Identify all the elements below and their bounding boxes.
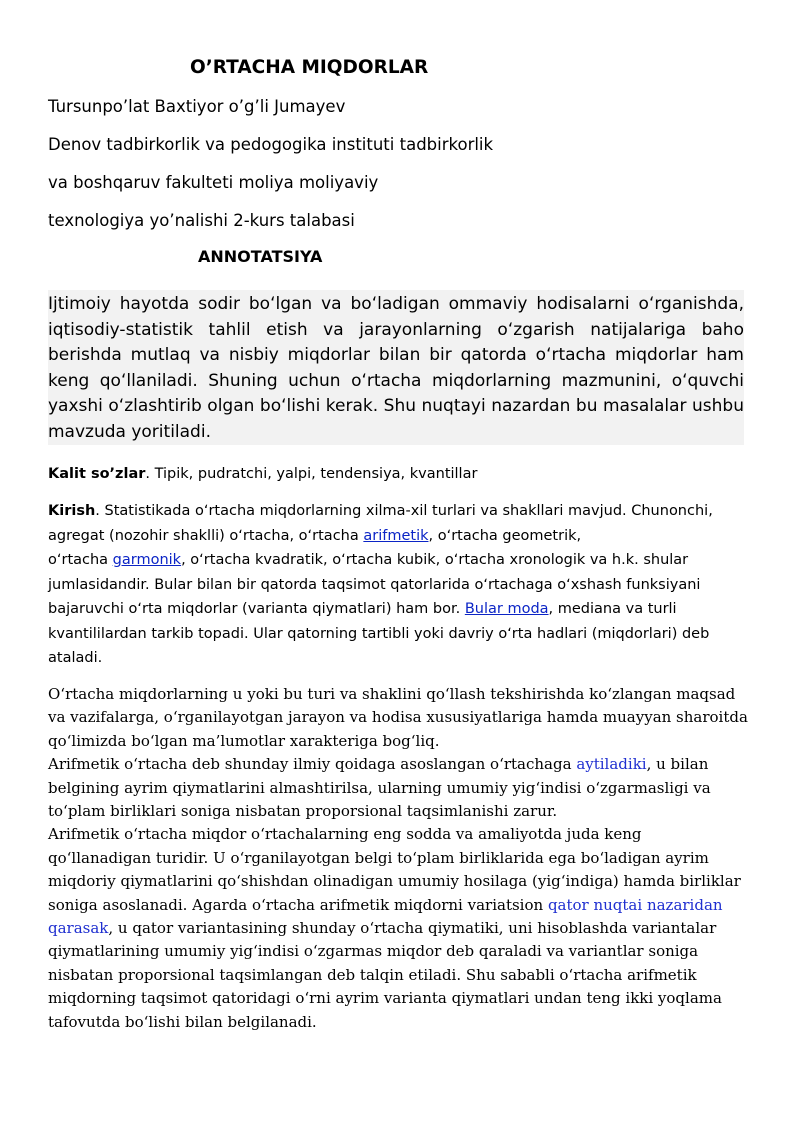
intro-text: . Statistikada oʻrtacha miqdorlarning xilma-xil turlari va shakllari mavjud. Chunonchi, <box>95 503 713 519</box>
intro-line <box>48 597 744 622</box>
body-line: toʻplam birliklari soniga nisbatan proporsional taqsimlanishi zarur. <box>48 802 558 821</box>
body-line: Arifmetik oʻrtacha miqdor oʻrtachalarning eng sodda va amaliyotda juda keng <box>48 825 642 844</box>
intro-label: Kirish <box>48 503 96 519</box>
intro-text: agregat (nozohir shaklli) oʻrtacha, oʻrtacha <box>48 527 364 544</box>
author-affiliation-line: va boshqaruv fakulteti moliya moliyaviy <box>48 173 379 192</box>
intro-text: , mediana va turli <box>548 601 677 617</box>
intro-line: kvantililardan tarkib topadi. Ular qatorning tartibli yoki davriy oʻrta hadlari (miqdorlari) deb <box>48 625 710 642</box>
link-aytiladiki[interactable]: aytiladiki <box>576 755 647 774</box>
keywords-label: Kalit so’zlar <box>48 466 146 482</box>
body-line <box>48 894 744 917</box>
intro-line: jumlasidandir. Bular bilan bir qatorda taqsimot qatorlarida oʻrtachaga oʻxshash funksiyani <box>48 576 701 593</box>
body-text-span: , u bilan <box>646 755 709 774</box>
body-text <box>48 683 748 1034</box>
body-line: nisbatan proporsional taqsimlangan deb talqin etiladi. Shu sababli oʻrtacha arifmetik <box>48 965 697 984</box>
keywords-text: . Tipik, pudratchi, yalpi, tendensiya, kvantillar <box>145 466 478 482</box>
author-name: Tursunpo’lat Baxtiyor o’g’li Jumayev <box>48 97 346 116</box>
body-line: va vazifalarga, oʻrganilayotgan jarayon va hodisa xususiyatlariga hamda muayyan sharoitda <box>48 708 748 727</box>
link-garmonik[interactable]: garmonik <box>112 552 182 568</box>
body-text-span: , u qator variantasining shunday oʻrtacha qiymatiki, uni hisoblashda variantalar <box>108 919 717 938</box>
author-affiliation-line: texnologiya yo’nalishi 2-kurs talabasi <box>48 211 355 230</box>
abstract-text: Ijtimoiy hayotda sodir boʻlgan va boʻladigan ommaviy hodisalarni oʻrganishda, iqtisodiy-statistik tahlil etish va jarayonlarning oʻzgarish natijalariga baho berishda mutlaq va nisbiy miqdorlar bilan bir qatorda oʻrtacha miqdorlar ham keng qoʻllaniladi. Shuning uchun oʻrtacha miqdorlarning mazmunini, oʻquvchi yaxshi oʻzlashtirib olgan boʻlishi kerak. Shu nuqtayi nazardan bu masalalar ushbu mavzuda yoritiladi. <box>48 290 744 445</box>
annotation-heading: ANNOTATSIYA <box>198 247 323 266</box>
document-title: O’RTACHA MIQDORLAR <box>190 57 429 78</box>
intro-line <box>48 548 744 573</box>
body-line: qiymatlarining umumiy yigʻindisi oʻzgarmas miqdor deb qaraladi va variantlar soniga <box>48 942 699 961</box>
link-arifmetik[interactable]: arifmetik <box>363 527 429 544</box>
intro-line: ataladi. <box>48 650 103 666</box>
body-line: belgining ayrim qiymatlarini almashtirilsa, ularning umumiy yigʻindisi oʻzgarmasligi va <box>48 778 711 797</box>
body-line: miqdorning taqsimot qatoridagi oʻrni ayrim varianta qiymatlari undan teng ikki yoqlama <box>48 989 722 1008</box>
body-line: miqdoriy qiymatlarini qoʻshishdan olinadigan umumiy hosilaga (yigʻindiga) hamda birliklar <box>48 872 741 891</box>
keywords-line <box>48 466 744 482</box>
body-line <box>48 917 744 940</box>
intro-text: , oʻrtacha geometrik, <box>428 527 582 544</box>
body-line: qoʻlimizda boʻlgan ma’lumotlar xarakteriga bogʻliq. <box>48 731 440 750</box>
author-affiliation-line: Denov tadbirkorlik va pedogogika instituti tadbirkorlik <box>48 135 494 154</box>
body-line: tafovutda boʻlishi bilan belgilanadi. <box>48 1012 317 1031</box>
link-bular-moda[interactable]: Bular moda <box>464 601 549 617</box>
intro-line <box>48 499 744 524</box>
intro-text: bajaruvchi oʻrta miqdorlar (varianta qiymatlari) ham bor. <box>48 601 465 617</box>
intro-line <box>48 524 744 549</box>
intro-text: oʻrtacha <box>48 552 113 568</box>
link-qator-nuqtai-nazaridan[interactable]: qator nuqtai nazaridan <box>547 895 723 914</box>
body-line <box>48 753 744 776</box>
body-line: Oʻrtacha miqdorlarning u yoki bu turi va shaklini qoʻllash tekshirishda koʻzlangan maqsad <box>48 685 736 703</box>
body-text-span: soniga asoslanadi. Agarda oʻrtacha arifmetik miqdorni variatsion <box>48 895 548 914</box>
body-text-span: Arifmetik oʻrtacha deb shunday ilmiy qoidaga asoslangan oʻrtachaga <box>48 755 577 774</box>
link-qarasak[interactable]: qarasak <box>48 919 109 938</box>
body-line: qoʻllanadigan turidir. U oʻrganilayotgan belgi toʻplam birliklarida ega boʻladigan ayrim <box>48 848 709 867</box>
introduction-paragraph <box>48 499 744 671</box>
intro-text: , oʻrtacha kvadratik, oʻrtacha kubik, oʻrtacha xronologik va h.k. shular <box>181 552 689 568</box>
